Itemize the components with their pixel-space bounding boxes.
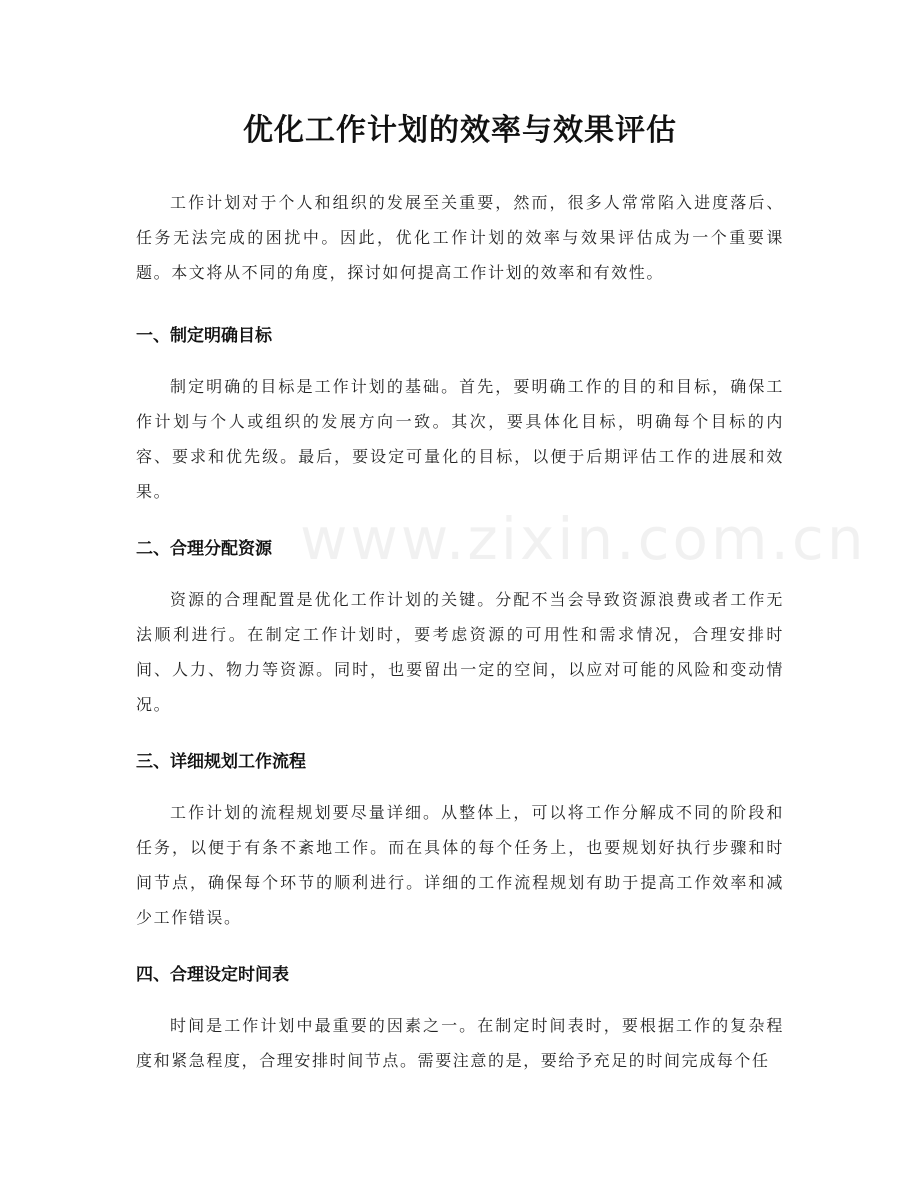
- section-body-4: 时间是工作计划中最重要的因素之一。在制定时间表时，要根据工作的复杂程度和紧急程度，合理安排时间节点。需要注意的是，要给予充足的时间完成每个任: [136, 1016, 784, 1070]
- watermark: www.zixin.com.cn: [300, 505, 867, 573]
- section-heading-4: 四、合理设定时间表: [136, 965, 289, 985]
- section-body-3: 工作计划的流程规划要尽量详细。从整体上，可以将工作分解成不同的阶段和任务，以便于有条不紊地工作。而在具体的每个任务上，也要规划好执行步骤和时间节点，确保每个环节的顺利进行。详细的工作流程规划有助于提高工作效率和减少工作错误。: [136, 803, 784, 927]
- intro-paragraph: 工作计划对于个人和组织的发展至关重要，然而，很多人常常陷入进度落后、任务无法完成的困扰中。因此，优化工作计划的效率与效果评估成为一个重要课题。本文将从不同的角度，探讨如何提高工作计划的效率和有效性。: [136, 193, 784, 282]
- section-heading-3: 三、详细规划工作流程: [136, 752, 306, 772]
- document-title: 优化工作计划的效率与效果评估: [243, 113, 677, 148]
- section-heading-1: 一、制定明确目标: [136, 326, 272, 346]
- section-body-2: 资源的合理配置是优化工作计划的关键。分配不当会导致资源浪费或者工作无法顺利进行。在制定工作计划时，要考虑资源的可用性和需求情况，合理安排时间、人力、物力等资源。同时，也要留出一定的空间，以应对可能的风险和变动情况。: [136, 590, 784, 714]
- section-heading-2: 二、合理分配资源: [136, 539, 272, 559]
- section-body-1: 制定明确的目标是工作计划的基础。首先，要明确工作的目的和目标，确保工作计划与个人或组织的发展方向一致。其次，要具体化目标，明确每个目标的内容、要求和优先级。最后，要设定可量化的目标，以便于后期评估工作的进展和效果。: [136, 377, 784, 501]
